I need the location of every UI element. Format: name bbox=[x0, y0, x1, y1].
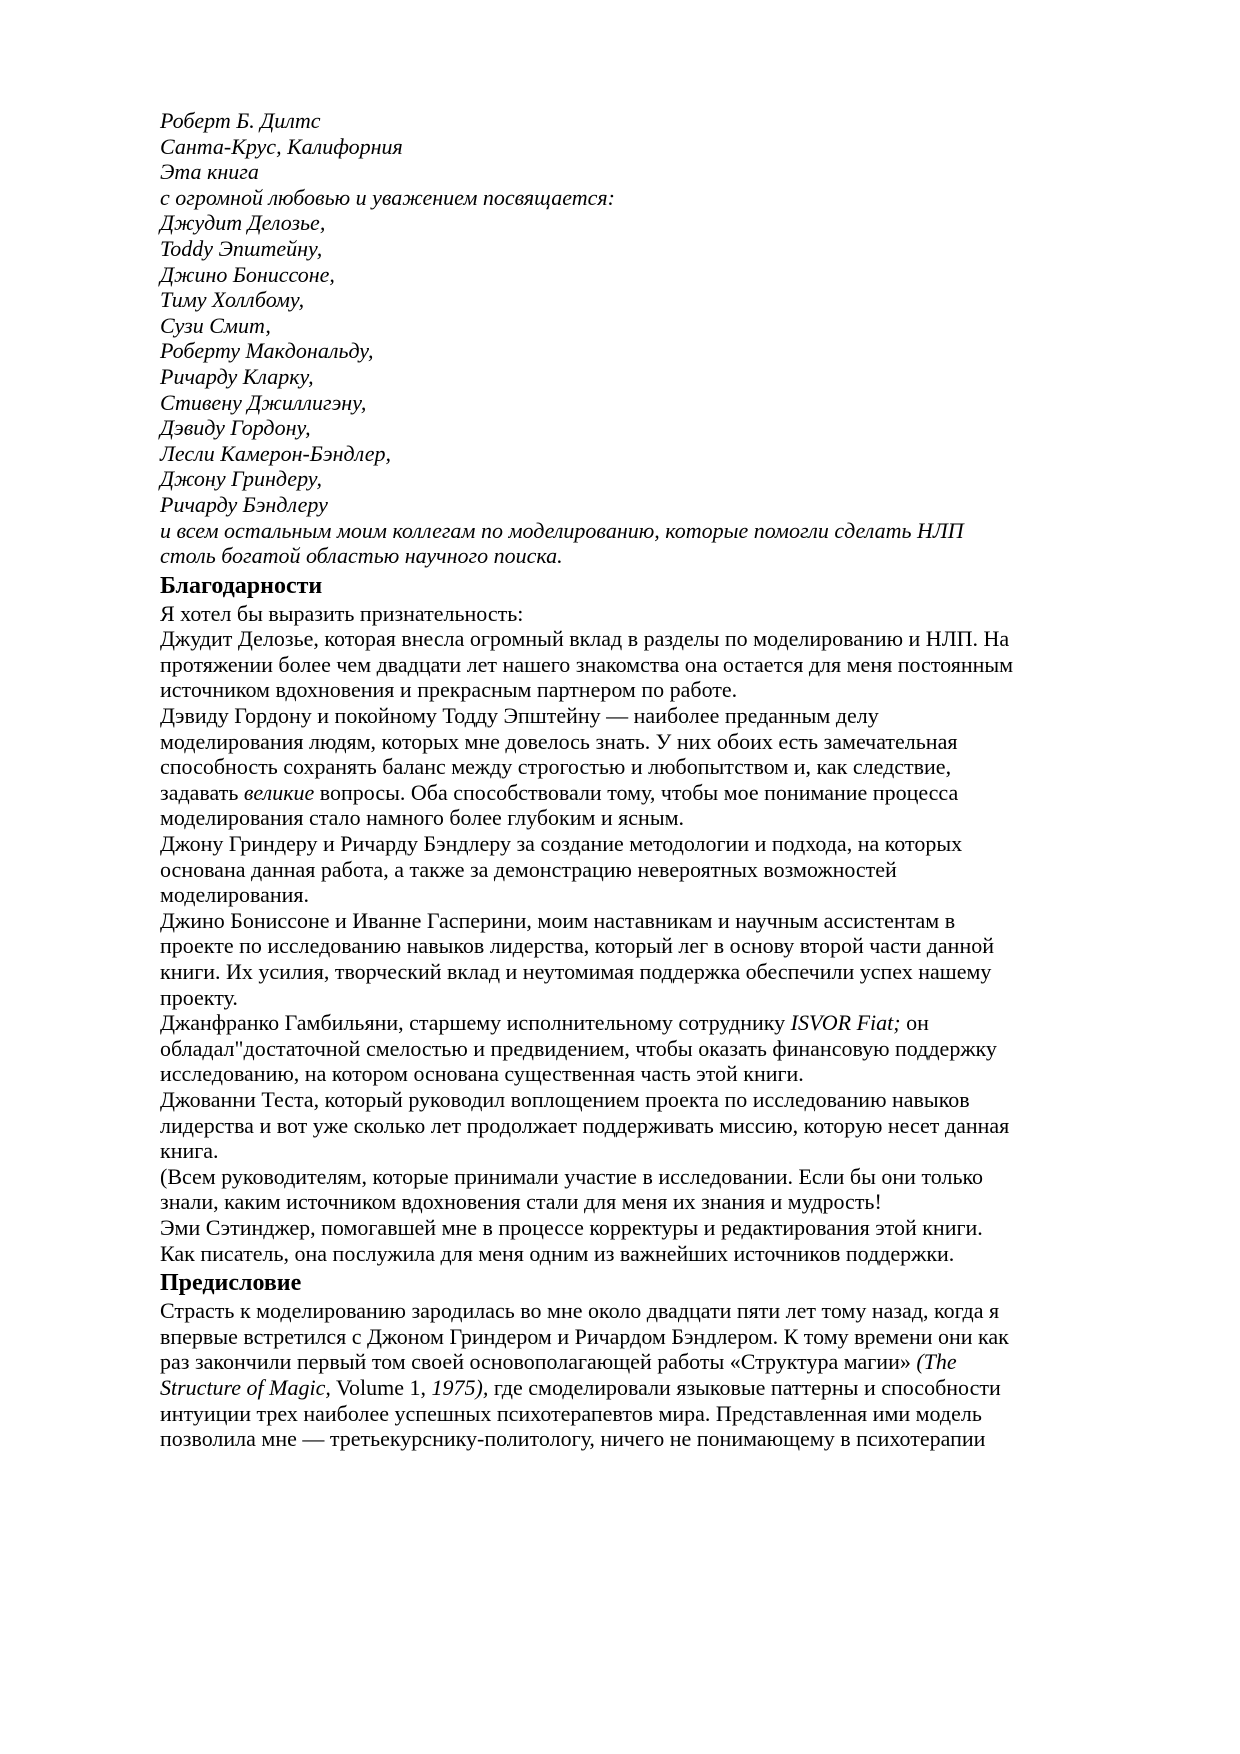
dedication-name: Сузи Смит, bbox=[160, 312, 271, 338]
body-line: Джованни Теста, который руководил воплощением проекта по исследованию навыков bbox=[160, 1086, 970, 1112]
dedication-location: Санта-Крус, Калифорния bbox=[160, 133, 403, 159]
body-line bbox=[160, 780, 1060, 806]
text-run: задавать bbox=[160, 779, 244, 805]
dedication-closing: и всем остальным моим коллегам по моделированию, которые помогли сделать НЛП bbox=[160, 517, 964, 543]
body-line: протяжении более чем двадцати лет нашего знакомства она остается для меня постоянным bbox=[160, 651, 1014, 677]
body-line: обладал"достаточной смелостью и предвидением, чтобы оказать финансовую поддержку bbox=[160, 1035, 997, 1061]
dedication-section bbox=[160, 108, 1060, 569]
body-line: интуиции трех наиболее успешных психотерапевтов мира. Представленная ими модель bbox=[160, 1400, 982, 1426]
body-line: Дэвиду Гордону и покойному Тодду Эпштейну — наиболее преданным делу bbox=[160, 703, 879, 729]
dedication-name: Ричарду Бэндлеру bbox=[160, 491, 328, 517]
emphasis-text: 1975), bbox=[431, 1374, 489, 1400]
body-line: моделирования людям, которых мне довелось знать. У них обоих есть замечательная bbox=[160, 728, 958, 754]
emphasis-text: Structure of Magic, bbox=[160, 1374, 331, 1400]
text-run: он bbox=[900, 1010, 929, 1036]
body-line: основана данная работа, а также за демонстрацию невероятных возможностей bbox=[160, 856, 897, 882]
dedication-name: Ричарду Кларку, bbox=[160, 363, 314, 389]
body-line: Джону Гриндеру и Ричарду Бэндлеру за создание методологии и подхода, на которых bbox=[160, 831, 963, 857]
dedication-author: Роберт Б. Дилтс bbox=[160, 108, 321, 133]
body-line: Как писатель, она послужила для меня одним из важнейших источников поддержки. bbox=[160, 1240, 955, 1266]
dedication-name: Роберту Макдональду, bbox=[160, 338, 374, 364]
body-line bbox=[160, 1375, 1060, 1401]
text-run: раз закончили первый том своей основополагающей работы «Структура магии» bbox=[160, 1349, 917, 1375]
dedication-closing: столь богатой областью научного поиска. bbox=[160, 543, 563, 569]
body-line bbox=[160, 1010, 1060, 1036]
dedication-name: Джино Бониссоне, bbox=[160, 261, 335, 287]
text-run: вопросы. Оба способствовали тому, чтобы мое понимание процесса bbox=[314, 779, 959, 805]
dedication-intro: Эта книга bbox=[160, 159, 259, 185]
body-line: Страсть к моделированию зародилась во мне около двадцати пяти лет тому назад, когда я bbox=[160, 1298, 1000, 1324]
body-line bbox=[160, 1349, 1060, 1375]
acknowledgements-heading: Благодарности bbox=[160, 572, 323, 599]
emphasis-text: ISVOR Fiat; bbox=[790, 1010, 901, 1036]
dedication-name: Дэвиду Гордону, bbox=[160, 415, 311, 441]
emphasis-text: (The bbox=[916, 1349, 957, 1375]
preface-heading: Предисловие bbox=[160, 1270, 302, 1297]
dedication-name: Джудит Делозье, bbox=[160, 210, 326, 236]
body-line: источником вдохновения и прекрасным партнером по работе. bbox=[160, 677, 738, 703]
body-line: исследованию, на котором основана существенная часть этой книги. bbox=[160, 1061, 804, 1087]
dedication-intro: с огромной любовью и уважением посвящается: bbox=[160, 184, 615, 210]
document-page bbox=[160, 108, 1060, 1452]
body-line: моделирования. bbox=[160, 882, 310, 908]
acknowledgements-body bbox=[160, 601, 1060, 1266]
body-line: Эми Сэтинджер, помогавшей мне в процессе корректуры и редактирования этой книги. bbox=[160, 1214, 983, 1240]
body-line: Я хотел бы выразить признательность: bbox=[160, 600, 524, 626]
body-line: впервые встретился с Джоном Гриндером и Ричардом Бэндлером. К тому времени они как bbox=[160, 1323, 1009, 1349]
preface-body bbox=[160, 1298, 1060, 1452]
emphasis-text: великие bbox=[243, 779, 315, 805]
text-run: Джанфранко Гамбильяни, старшему исполнительному сотруднику bbox=[160, 1010, 791, 1036]
body-line: Джудит Делозье, которая внесла огромный вклад в разделы по моделированию и НЛП. На bbox=[160, 626, 1010, 652]
body-line: способность сохранять баланс между строгостью и любопытством и, как следствие, bbox=[160, 754, 952, 780]
body-line: проекту. bbox=[160, 984, 238, 1010]
text-run: где смоделировали языковые паттерны и способности bbox=[488, 1374, 1001, 1400]
body-line: позволила мне — третьекурснику-политологу, ничего не понимающему в психотерапии bbox=[160, 1426, 986, 1452]
dedication-name: Toddy Эпштейну, bbox=[160, 235, 323, 261]
dedication-name: Лесли Камерон-Бэндлер, bbox=[160, 440, 392, 466]
dedication-name: Тиму Холлбому, bbox=[160, 287, 305, 313]
dedication-name: Стивену Джиллигэну, bbox=[160, 389, 367, 415]
body-line: проекте по исследованию навыков лидерства, который лег в основу второй части данной bbox=[160, 933, 995, 959]
body-line: (Всем руководителям, которые принимали участие в исследовании. Если бы они только bbox=[160, 1163, 984, 1189]
body-line: Джино Бониссоне и Иванне Гасперини, моим наставникам и научным ассистентам в bbox=[160, 907, 956, 933]
body-line: книга. bbox=[160, 1138, 219, 1164]
body-line: знали, каким источником вдохновения стали для меня их знания и мудрость! bbox=[160, 1189, 882, 1215]
body-line: моделирования стало намного более глубоким и ясным. bbox=[160, 805, 685, 831]
dedication-name: Джону Гриндеру, bbox=[160, 466, 322, 492]
body-line: книги. Их усилия, творческий вклад и неутомимая поддержка обеспечили успех нашему bbox=[160, 959, 992, 984]
text-run: Volume 1, bbox=[330, 1374, 432, 1400]
body-line: лидерства и вот уже сколько лет продолжает поддерживать миссию, которую несет данная bbox=[160, 1112, 1010, 1138]
